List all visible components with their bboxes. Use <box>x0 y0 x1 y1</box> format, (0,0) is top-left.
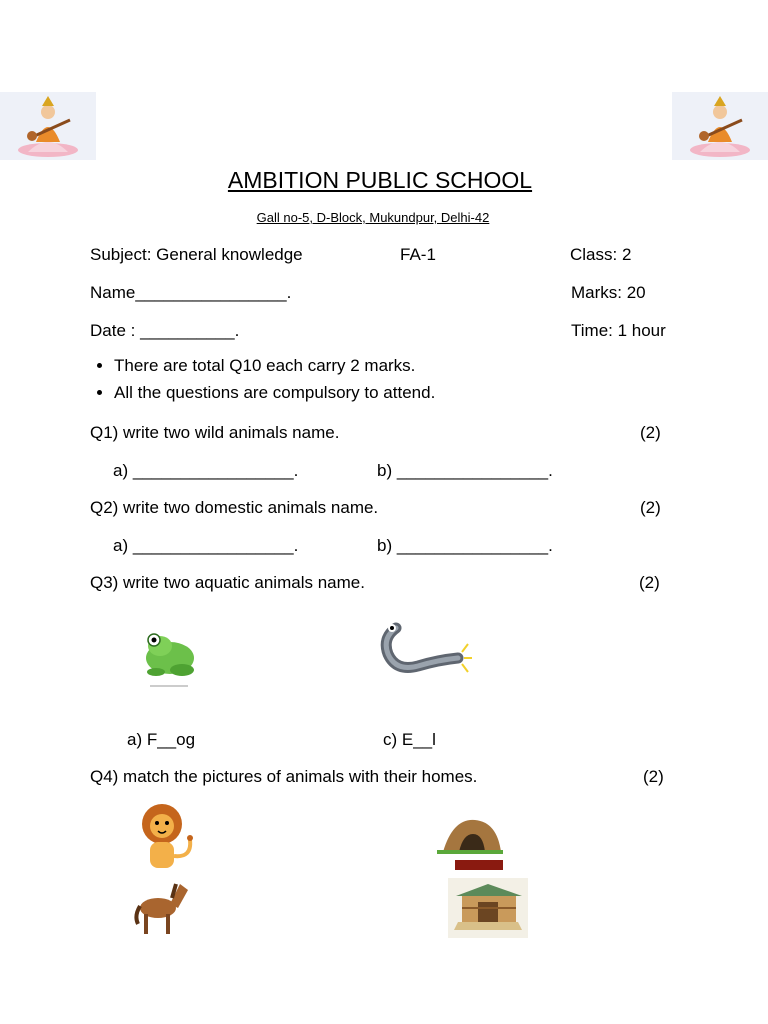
test-label: FA-1 <box>400 245 436 264</box>
instruction-item: • All the questions are compulsory to attend. <box>114 383 435 402</box>
time-label: Time: 1 hour <box>571 321 666 340</box>
stable-icon <box>448 878 528 938</box>
school-name: AMBITION PUBLIC SCHOOL <box>227 167 533 193</box>
q3-answer-a: a) F__og <box>127 730 196 749</box>
q1-answer-a: a) _________________. <box>113 461 299 480</box>
q1-marks: (2) <box>640 423 661 442</box>
goddess-saraswati-icon <box>0 92 96 160</box>
instruction-item: • There are total Q10 each carry 2 marks. <box>114 356 435 375</box>
stable-picture <box>448 878 528 943</box>
horse-picture <box>134 878 190 943</box>
q4-text: Q4) match the pictures of animals with their homes. <box>90 767 478 786</box>
q2-answer-b: b) ________________. <box>377 536 553 555</box>
marks-label: Marks: 20 <box>571 283 646 302</box>
name-field: Name________________. <box>90 283 292 302</box>
frog-picture <box>136 622 202 693</box>
cave-picture <box>437 812 505 877</box>
eel-icon <box>378 618 474 682</box>
horse-icon <box>134 878 190 938</box>
date-field: Date : __________. <box>90 321 240 340</box>
q3-text: Q3) write two aquatic animals name. <box>90 573 365 592</box>
subject-label: Subject: General knowledge <box>90 245 303 264</box>
q3-answer-c: c) E__l <box>383 730 436 749</box>
left-saraswati-logo <box>0 92 96 160</box>
q2-marks: (2) <box>640 498 661 517</box>
lion-icon <box>136 800 200 876</box>
cave-icon <box>437 812 505 872</box>
lion-picture <box>136 800 200 881</box>
class-label: Class: 2 <box>570 245 632 264</box>
right-saraswati-logo <box>672 92 768 160</box>
q1-text: Q1) write two wild animals name. <box>90 423 340 442</box>
q1-answer-b: b) ________________. <box>377 461 553 480</box>
q3-marks: (2) <box>639 573 660 592</box>
school-address: Gall no-5, D-Block, Mukundpur, Delhi-42 <box>256 210 490 225</box>
eel-picture <box>378 618 474 687</box>
instructions-list <box>92 356 435 410</box>
q2-answer-a: a) _________________. <box>113 536 299 555</box>
goddess-saraswati-icon <box>672 92 768 160</box>
q4-marks: (2) <box>643 767 664 786</box>
q2-text: Q2) write two domestic animals name. <box>90 498 379 517</box>
frog-icon <box>136 622 202 688</box>
